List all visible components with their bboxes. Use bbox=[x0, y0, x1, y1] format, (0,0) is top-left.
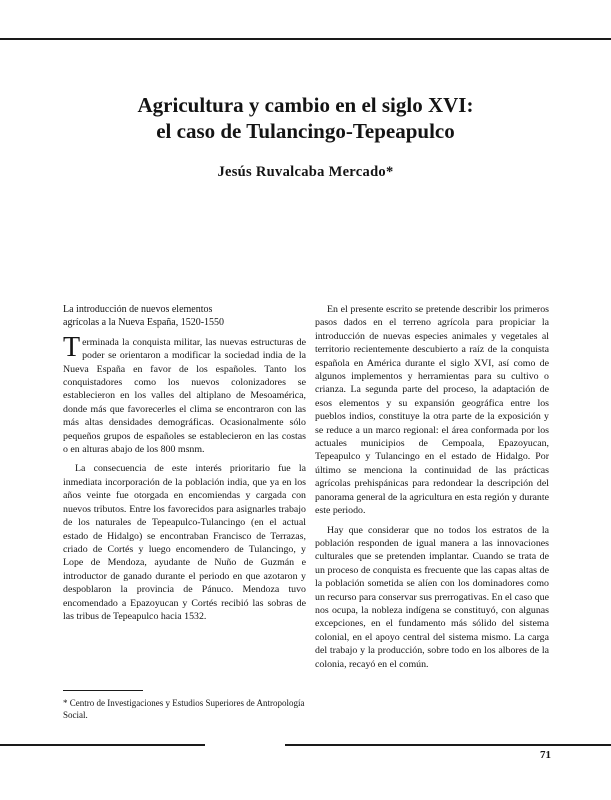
top-rule bbox=[0, 38, 611, 40]
article-author: Jesús Ruvalcaba Mercado* bbox=[217, 164, 394, 180]
left-paragraph-2: La consecuencia de este interés prioritario fue la inmediata incorporación de la población india, que ya en los años veinte fue otorgada en encomiendas y cargada con nuevos tributos. Entre los favorecidos para asignarles trabajo de los naturales de Tepeapulco-Tulancingo (en el actual estado de Hidalgo) se encontraban Francisco de Terrazas, criado de Cortés y luego encomendero de Tulancingo, y Lope de Mendoza, ayudante de Nuño de Guzmán e introductor de ganado durante el periodo en que azotaron y despoblaron la provincia de Pánuco. Mendoza tuvo encomendado a Epazoyucan y Cortés recibió las sobras de las tribus de Tepeapulco hacia 1532. bbox=[63, 463, 306, 622]
left-column bbox=[63, 303, 306, 623]
left-paragraph-1: Terminada la conquista militar, las nuevas estructuras de poder se orientaron a modificar la sociedad india de la Nueva España en favor de los españoles. Tanto los conquistadores como los nuevos colonizadores se establecieron en los valles del altiplano de Mesoamérica, donde más que favorecerles el clima se encontraron con las más altas densidades demográficas. Ocasionalmente sólo pequeños grupos de españoles se establecieron en las costas o en alturas abajo de los 800 msnm. bbox=[63, 331, 306, 456]
section-heading-line-1: La introducción de nuevos elementos bbox=[63, 304, 213, 315]
footnote: * Centro de Investigaciones y Estudios Superiores de Antropología Social. bbox=[63, 698, 305, 720]
right-column bbox=[315, 303, 549, 671]
page-number: 71 bbox=[540, 749, 551, 761]
article-title bbox=[0, 92, 611, 144]
bottom-rule-right bbox=[285, 744, 611, 746]
section-heading bbox=[63, 303, 306, 330]
title-line-1: Agricultura y cambio en el siglo XVI: bbox=[137, 93, 474, 117]
right-paragraph-1: En el presente escrito se pretende describir los primeros pasos dados en el terreno agrícola para propiciar la introducción de nuevas especies animales y vegetales al territorio recientemente descubierto a raíz de la conquista española en América durante el siglo XVI, así como de algunos implementos y herramientas para su cultivo o crianza. La segunda parte del proceso, la adaptación de esos elementos y su expansión geográfica entre los pueblos indios, constituye la otra parte de la exposición y se reduce a un marco regional: el área conformada por los actuales municipios de Cempoala, Epazoyucan, Tepeapulco y Tulancingo en el estado de Hidalgo. Por último se menciona la continuidad de las prácticas agrícolas prehispánicas para redondear la descripción del panorama general de la agricultura en esta región y durante este periodo. bbox=[315, 304, 549, 517]
title-line-2: el caso de Tulancingo-Tepeapulco bbox=[156, 119, 455, 143]
right-paragraph-2: Hay que considerar que no todos los estratos de la población responden de igual manera a las innovaciones culturales que se pretenden implantar. Cuando se trata de un proceso de conquista es frecuente que las capas altas de la población sometida se alíen con los dominadores como un recurso para conservar sus prerrogativas. En el caso que nos ocupa, la nobleza indígena se constituyó, con algunas excepciones, en el fundamento más sólido del sistema colonial, en el apoyo central del sistema mismo. La carga del trabajo y la producción, sobre todo en los albores de la colonia, recayó en el común. bbox=[315, 524, 549, 670]
section-heading-line-2: agrícolas a la Nueva España, 1520-1550 bbox=[63, 317, 225, 329]
bottom-rule-left bbox=[0, 744, 205, 746]
footnote-rule bbox=[63, 690, 143, 691]
